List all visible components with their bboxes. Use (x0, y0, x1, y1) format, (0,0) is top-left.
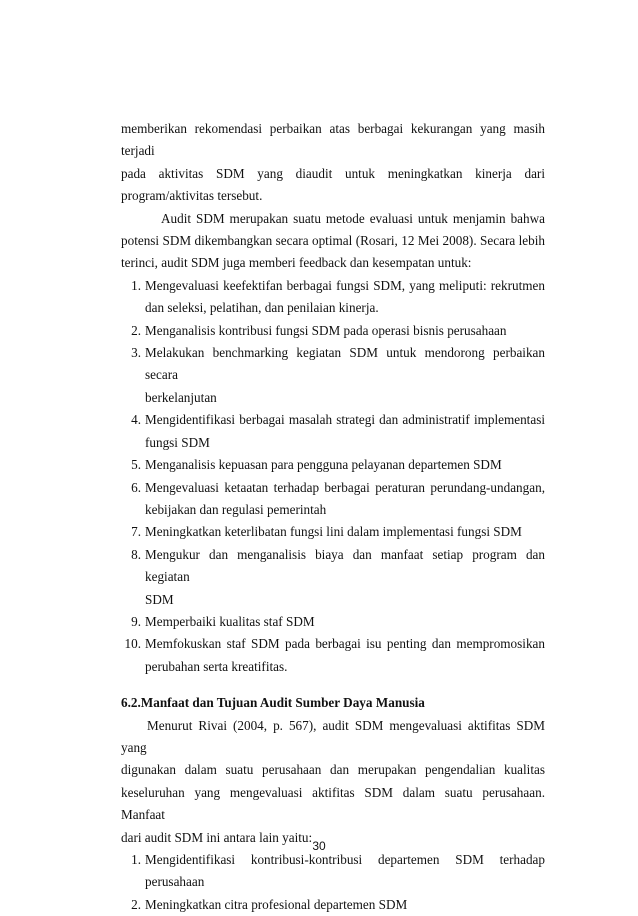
text-line: Mengevaluasi keefektifan berbagai fungsi SDM, yang meliputi: rekrutmen (145, 277, 545, 293)
list-number: 1. (131, 852, 141, 867)
list-item (121, 521, 545, 543)
list-number: 6. (131, 479, 141, 495)
text-line: potensi SDM dikembangkan secara optimal (Rosari, 12 Mei 2008). Secara lebih (121, 233, 545, 249)
text-line: dan seleksi, pelatihan, dan penilaian kinerja. (145, 300, 379, 316)
text-line: Meningkatkan keterlibatan fungsi lini dalam implementasi fungsi SDM (145, 524, 522, 540)
list-item (121, 544, 545, 611)
list-item (121, 477, 545, 522)
text-line: Mengevaluasi ketaatan terhadap berbagai peraturan perundang-undangan, (145, 479, 545, 495)
text-line: Meningkatkan citra profesional departemen SDM (145, 896, 408, 912)
text-line: Audit SDM merupakan suatu metode evaluasi untuk menjamin bahwa (161, 210, 545, 226)
list-number: 3. (131, 345, 141, 361)
list-number: 2. (131, 896, 141, 912)
text-line: perubahan serta kreatifitas. (145, 658, 288, 674)
audit-purpose-list (121, 275, 545, 678)
paragraph-rivai (121, 715, 545, 849)
text-line: keseluruhan yang mengevaluasi aktifitas SDM dalam suatu perusahaan. Manfaat (121, 784, 545, 823)
list-number: 10. (124, 636, 141, 652)
text-line: pada aktivitas SDM yang diaudit untuk meningkatkan kinerja dari (121, 165, 545, 181)
text-line: digunakan dalam suatu perusahaan dan merupakan pengendalian kualitas (121, 762, 545, 778)
list-number: 7. (131, 524, 141, 540)
text-line: memberikan rekomendasi perbaikan atas berbagai kekurangan yang masih terjadi (121, 121, 545, 159)
list-number: 4. (131, 412, 141, 428)
text-line: fungsi SDM (145, 434, 210, 450)
text-line: Menurut Rivai (2004, p. 567), audit SDM mengevaluasi aktifitas SDM yang (121, 717, 545, 755)
text-line: SDM (145, 591, 174, 607)
text-line: Menganalisis kontribusi fungsi SDM pada operasi bisnis perusahaan (145, 322, 507, 338)
list-number: 9. (131, 613, 141, 629)
text-line: Memfokuskan staf SDM pada berbagai isu penting dan mempromosikan (145, 636, 545, 652)
list-item (121, 894, 545, 916)
list-item (121, 454, 545, 476)
text-line: Memperbaiki kualitas staf SDM (145, 613, 315, 629)
list-item (121, 342, 545, 409)
text-line: Menganalisis kepuasan para pengguna pelayanan departemen SDM (145, 457, 502, 473)
text-line: kebijakan dan regulasi pemerintah (145, 501, 327, 517)
list-number: 1. (131, 277, 141, 293)
list-item (121, 611, 545, 633)
text-line: berkelanjutan (145, 389, 217, 405)
text-line: Melakukan benchmarking kegiatan SDM untuk mendorong perbaikan secara (145, 345, 545, 383)
text-line: terinci, audit SDM juga memberi feedback dan kesempatan untuk: (121, 255, 472, 271)
section-heading: 6.2.Manfaat dan Tujuan Audit Sumber Daya Manusia (121, 695, 425, 711)
list-item (121, 275, 545, 320)
text-line: Mengidentifikasi kontribusi-kontribusi departemen SDM terhadap (145, 852, 545, 867)
list-number: 2. (131, 322, 141, 338)
text-line: Mengukur dan menganalisis biaya dan manfaat setiap program dan kegiatan (145, 546, 545, 585)
list-item (121, 633, 545, 678)
list-item (121, 849, 545, 894)
page-body (121, 118, 545, 916)
list-number: 8. (131, 546, 141, 562)
page-number: 30 (312, 839, 326, 853)
paragraph-continuation (121, 118, 545, 208)
paragraph-audit-sdm (121, 208, 545, 275)
text-line: program/aktivitas tersebut. (121, 188, 263, 204)
list-item (121, 409, 545, 454)
benefit-list (121, 849, 545, 916)
list-item (121, 320, 545, 342)
list-number: 5. (131, 457, 141, 473)
text-line: dari audit SDM ini antara lain yaitu: (121, 829, 313, 845)
text-line: perusahaan (145, 874, 205, 890)
text-line: Mengidentifikasi berbagai masalah strategi dan administratif implementasi (145, 412, 545, 428)
